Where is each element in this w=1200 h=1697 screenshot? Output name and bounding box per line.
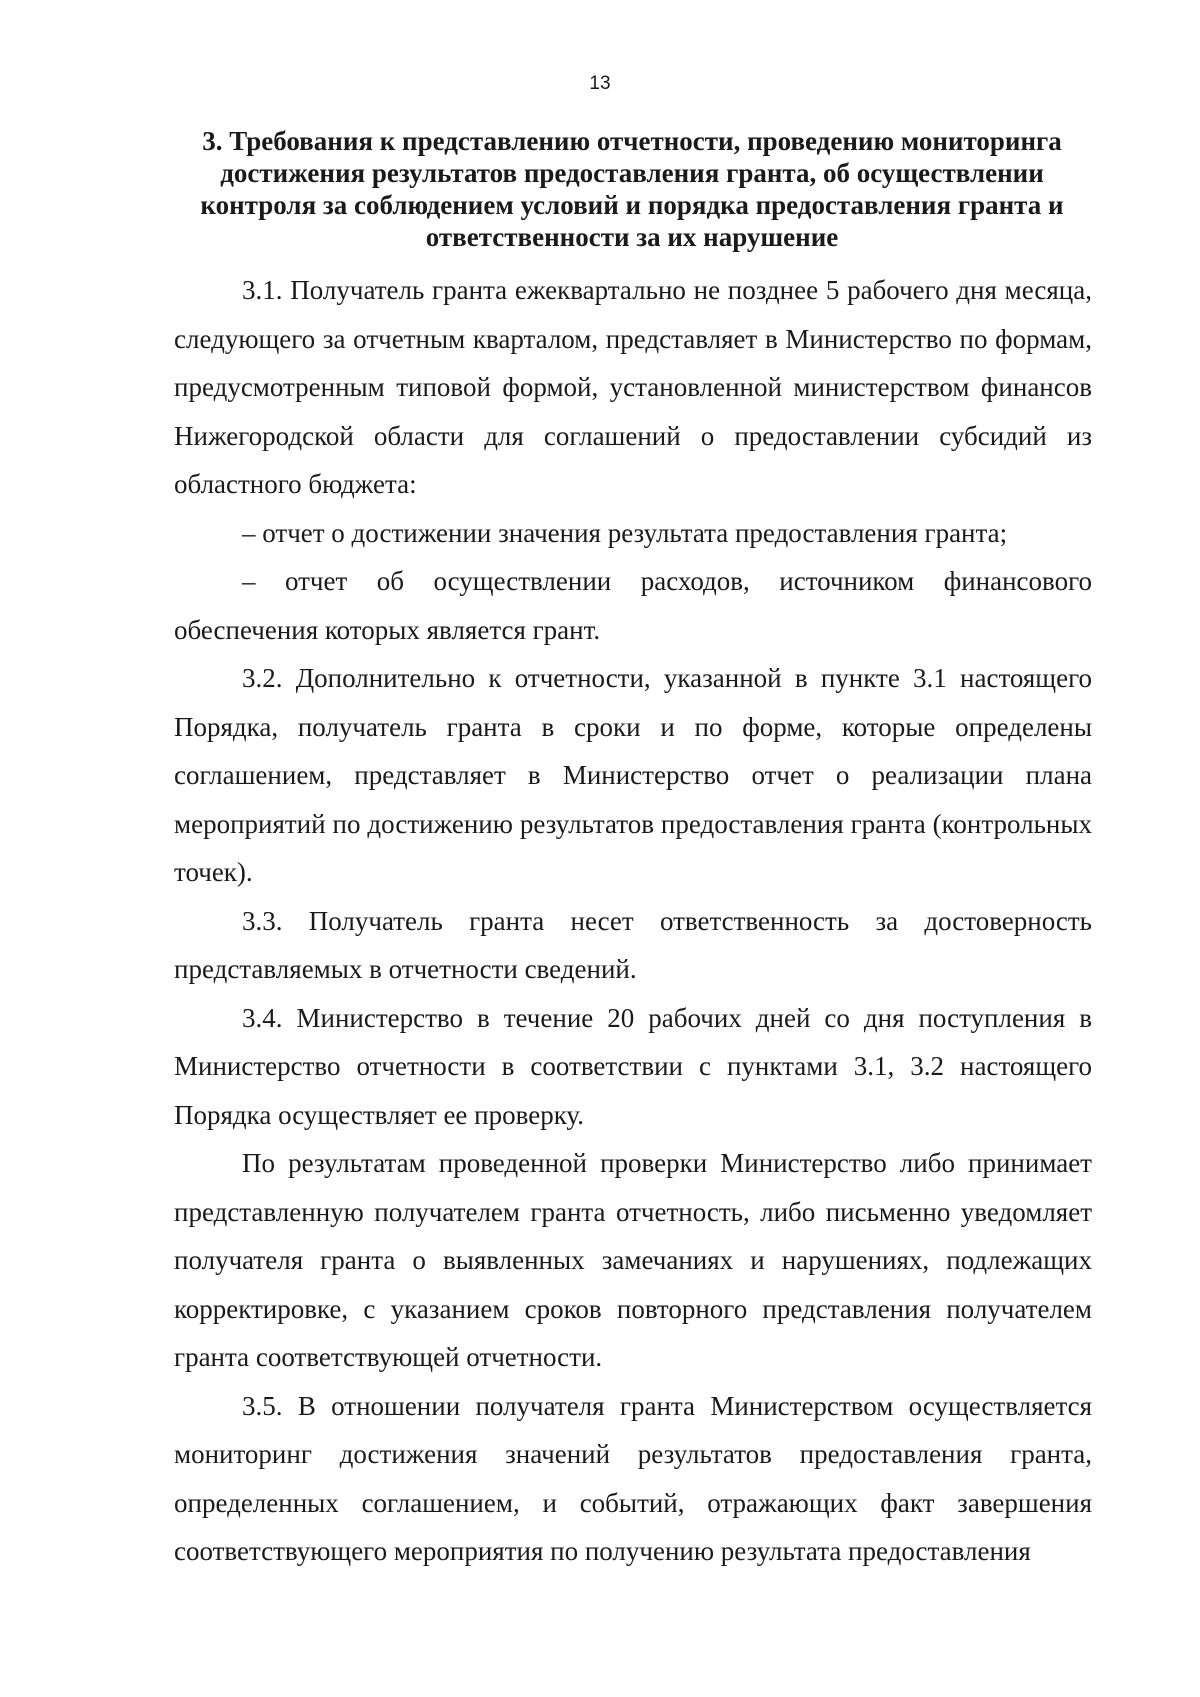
paragraph-3-3: 3.3. Получатель гранта несет ответственность за достоверность представляемых в отчетности сведений. bbox=[174, 905, 1092, 984]
page-number: 13 bbox=[589, 73, 611, 94]
paragraph-3-4: 3.4. Министерство в течение 20 рабочих дней со дня поступления в Министерство отчетности в соответствии с пунктами 3.1, 3.2 настоящего Порядка осуществляет ее проверку. bbox=[174, 1002, 1092, 1130]
section-heading: 3. Требования к представлению отчетности, проведению мониторинга достижения результатов предоставления гранта, об осуществлении контроля за соблюдением условий и порядка предоставления гранта и ответственности за их нарушение bbox=[200, 126, 1064, 252]
list-item-report-expenses: – отчет об осуществлении расходов, источником финансового обеспечения которых является грант. bbox=[174, 566, 1092, 645]
paragraph-3-2: 3.2. Дополнительно к отчетности, указанной в пункте 3.1 настоящего Порядка, получатель гранта в сроки и по форме, которые определены соглашением, представляет в Министерство отчет о реализации плана мероприятий по достижению результатов предоставления гранта (контрольных точек). bbox=[174, 663, 1092, 887]
document-body bbox=[174, 266, 1092, 1576]
list-item-report-result: – отчет о достижении значения результата предоставления гранта; bbox=[242, 517, 1008, 548]
paragraph-3-5: 3.5. В отношении получателя гранта Министерством осуществляется мониторинг достижения значений результатов предоставления гранта, определенных соглашением, и событий, отражающих факт завершения соответствующего мероприятия по получению результата предоставления bbox=[174, 1390, 1092, 1566]
paragraph-review-results: По результатам проведенной проверки Министерство либо принимает представленную получателем гранта отчетность, либо письменно уведомляет получателя гранта о выявленных замечаниях и нарушениях, подлежащих корректировке, с указанием сроков повторного представления получателем гранта соответствующей отчетности. bbox=[174, 1148, 1092, 1372]
paragraph-3-1: 3.1. Получатель гранта ежеквартально не позднее 5 рабочего дня месяца, следующего за отчетным кварталом, представляет в Министерство по формам, предусмотренным типовой формой, установленной министерством финансов Нижегородской области для соглашений о предоставлении субсидий из областного бюджета: bbox=[174, 275, 1092, 499]
